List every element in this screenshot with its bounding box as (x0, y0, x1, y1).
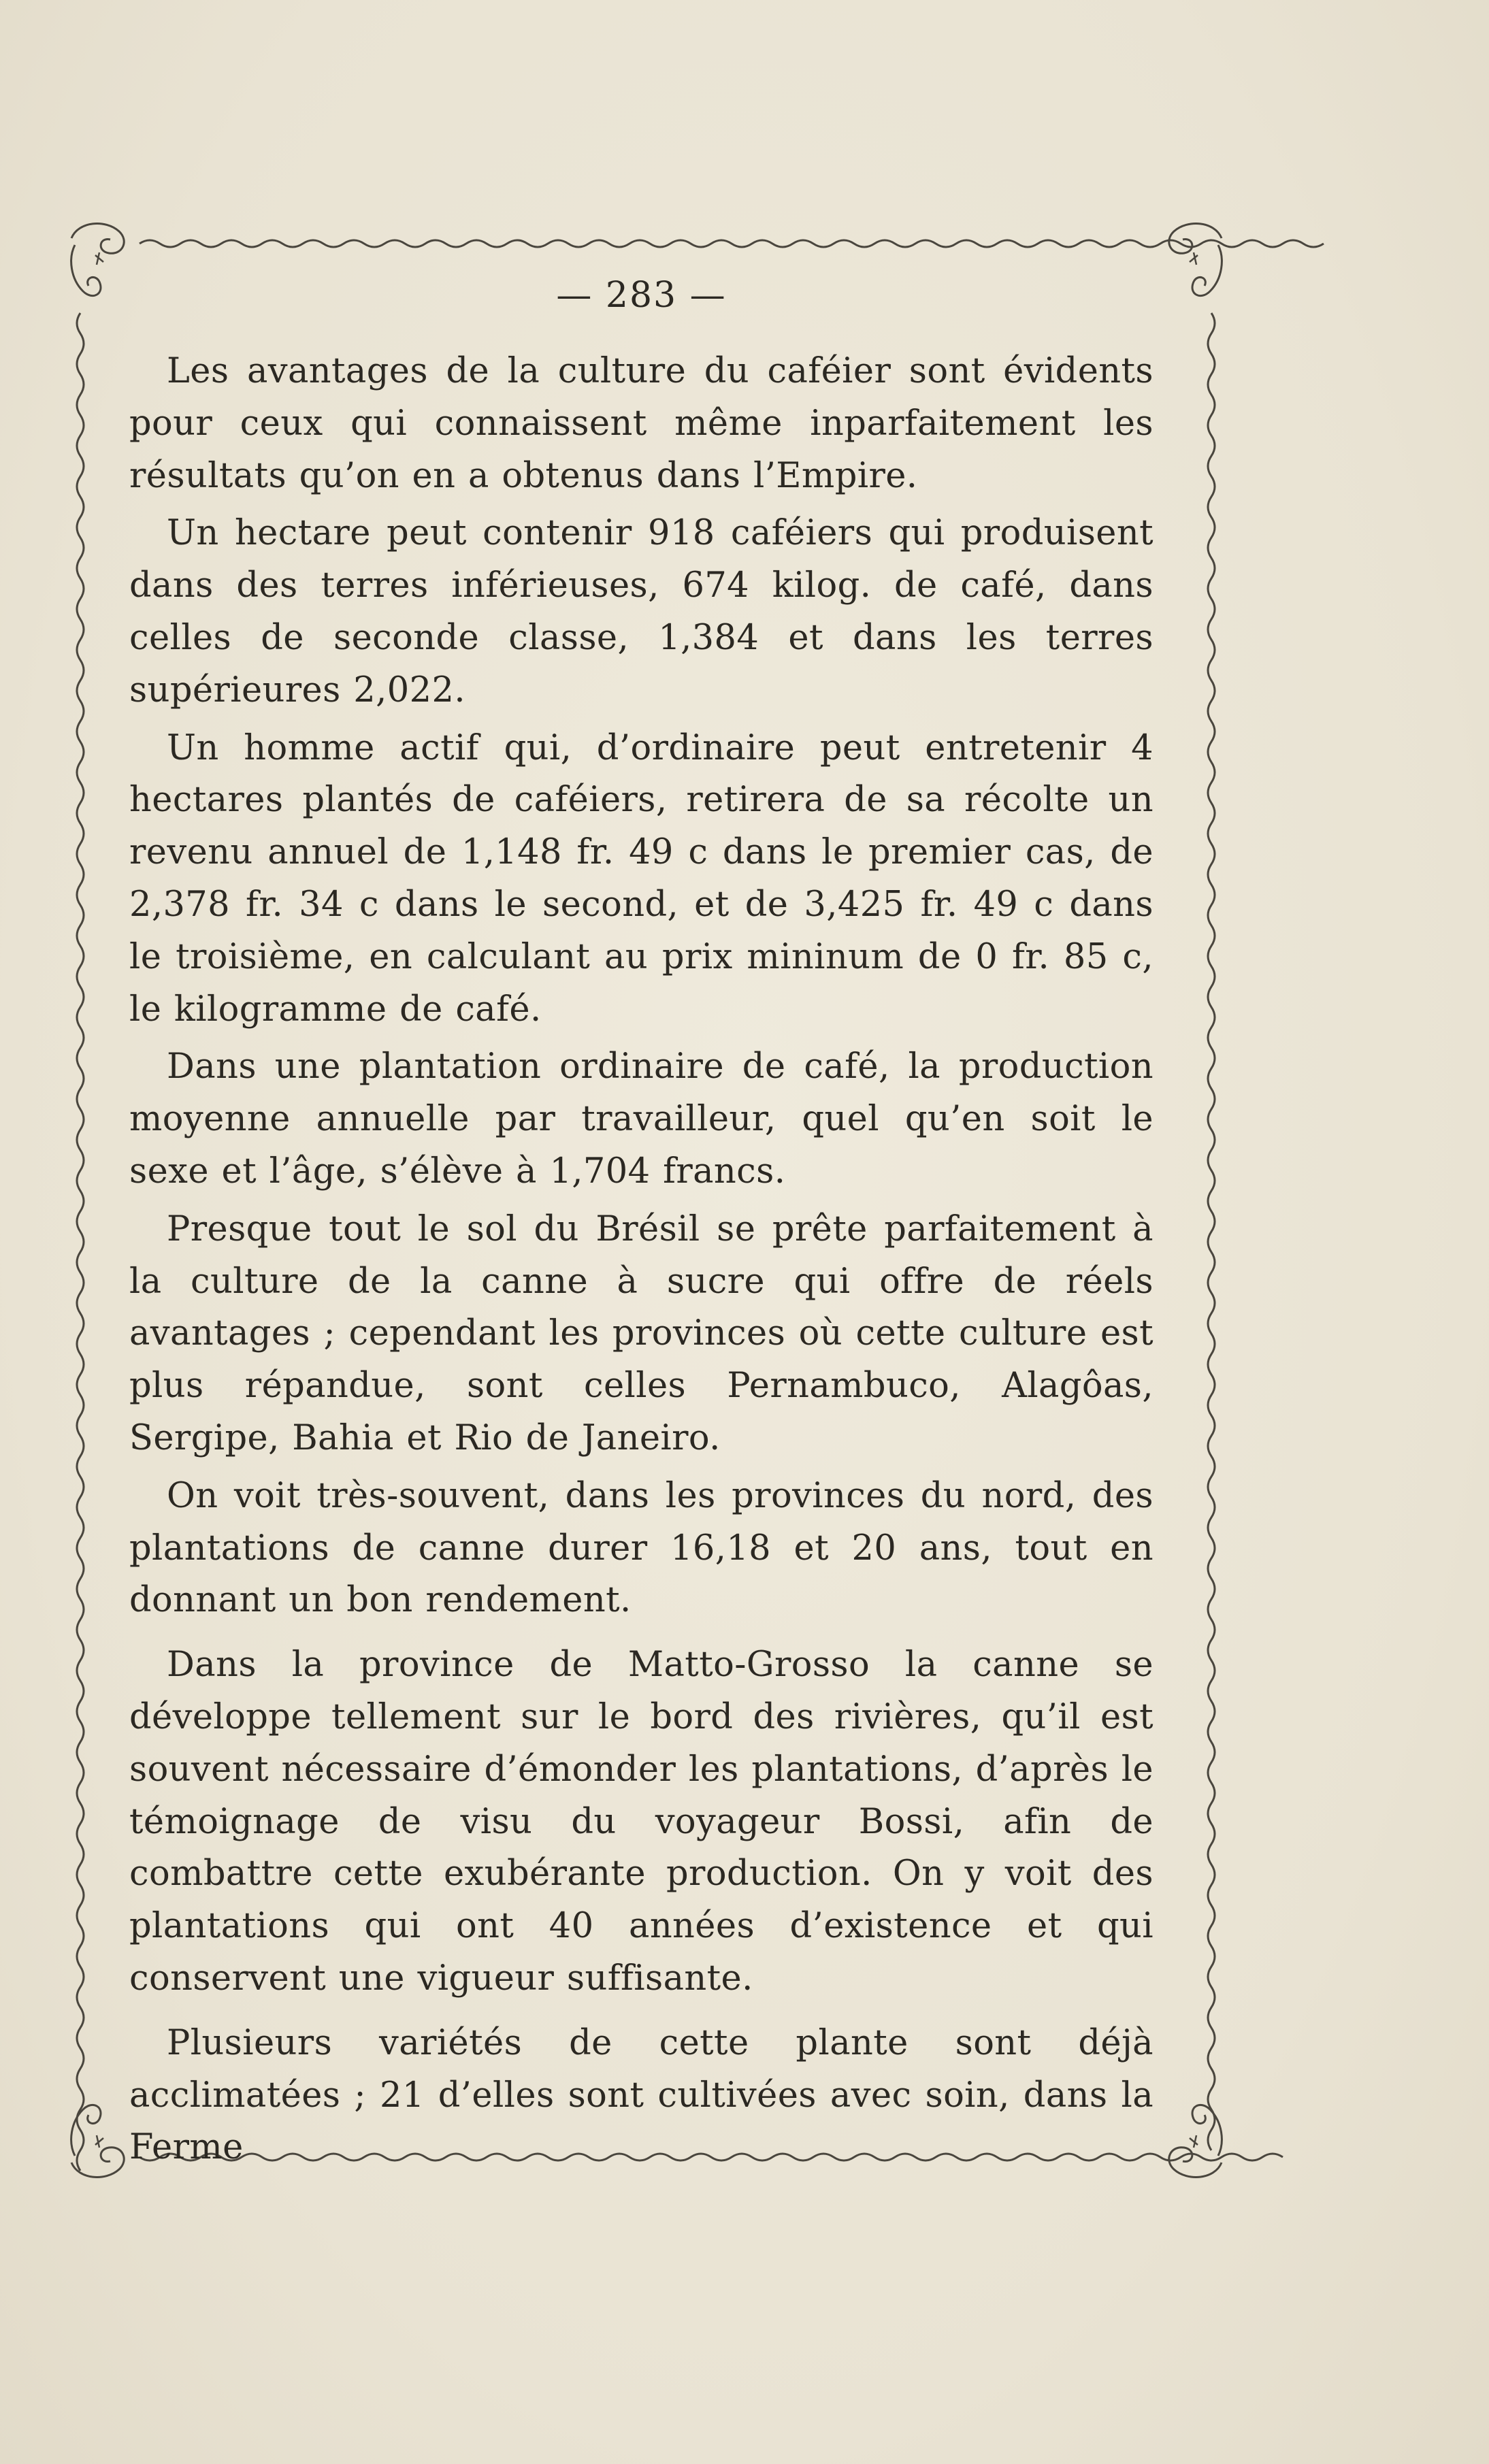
paragraph-1: Les avantages de la culture du caféier sont évidents pour ceux qui connaissent même inparfaitement les résultats qu’on en a obtenus dans l’Empire. (129, 351, 1153, 496)
right-wavy-rule (1208, 313, 1215, 2150)
paragraph-5: Presque tout le sol du Brésil se prête parfaitement à la culture de la canne à sucre qui offre de réels avantages ; cependant les provinces où cette culture est plus répandue, sont celles Pernambuco, Alagôas, Sergipe, Bahia et Rio de Janeiro. (129, 1209, 1153, 1458)
paragraph-2: Un hectare peut contenir 918 caféiers qui produisent dans des terres inférieuses, 674 kilog. de café, dans celles de seconde classe, 1,384 et dans les terres supérieures 2,022. (129, 513, 1153, 710)
paragraph-8: Plusieurs variétés de cette plante sont déjà acclimatées ; 21 d’elles sont cultivées avec soin, dans la Ferme (129, 2022, 1153, 2168)
paragraph-6: On voit très-souvent, dans les provinces du nord, des plantations de canne durer 16,18 et 20 ans, tout en donnant un bon rendement. (129, 1475, 1153, 1621)
page-text-block (129, 272, 1153, 2174)
paragraph-3: Un homme actif qui, d’ordinaire peut entretenir 4 hectares plantés de caféiers, retirera de sa récolte un revenu annuel de 1,148 fr. 49 c dans le premier cas, de 2,378 fr. 34 c dans le second, et de 3,425 fr. 49 c dans le troisième, en calculant au prix mininum de 0 fr. 85 c, le kilogramme de café. (129, 727, 1153, 1030)
paragraph-7: Dans la province de Matto-Grosso la canne se développe tellement sur le bord des rivières, qu’il est souvent nécessaire d’émonder les plantations, d’après le témoignage de visu du voyageur Bossi, afin de combattre cette exubérante production. On y voit des plantations qui ont 40 années d’existence et qui conservent une vigueur suffisante. (129, 1645, 1153, 1999)
page-number: — 283 — (556, 275, 727, 316)
top-wavy-rule (140, 240, 1324, 247)
corner-flourish-bottom-left (71, 2105, 125, 2177)
paragraph-4: Dans une plantation ordinaire de café, la production moyenne annuelle par travailleur, quel qu’en soit le sexe et l’âge, s’élève à 1,704 francs. (129, 1047, 1153, 1192)
left-wavy-rule (77, 313, 84, 2171)
corner-flourish-top-left (71, 224, 125, 296)
corner-flourish-top-right (1169, 224, 1222, 296)
